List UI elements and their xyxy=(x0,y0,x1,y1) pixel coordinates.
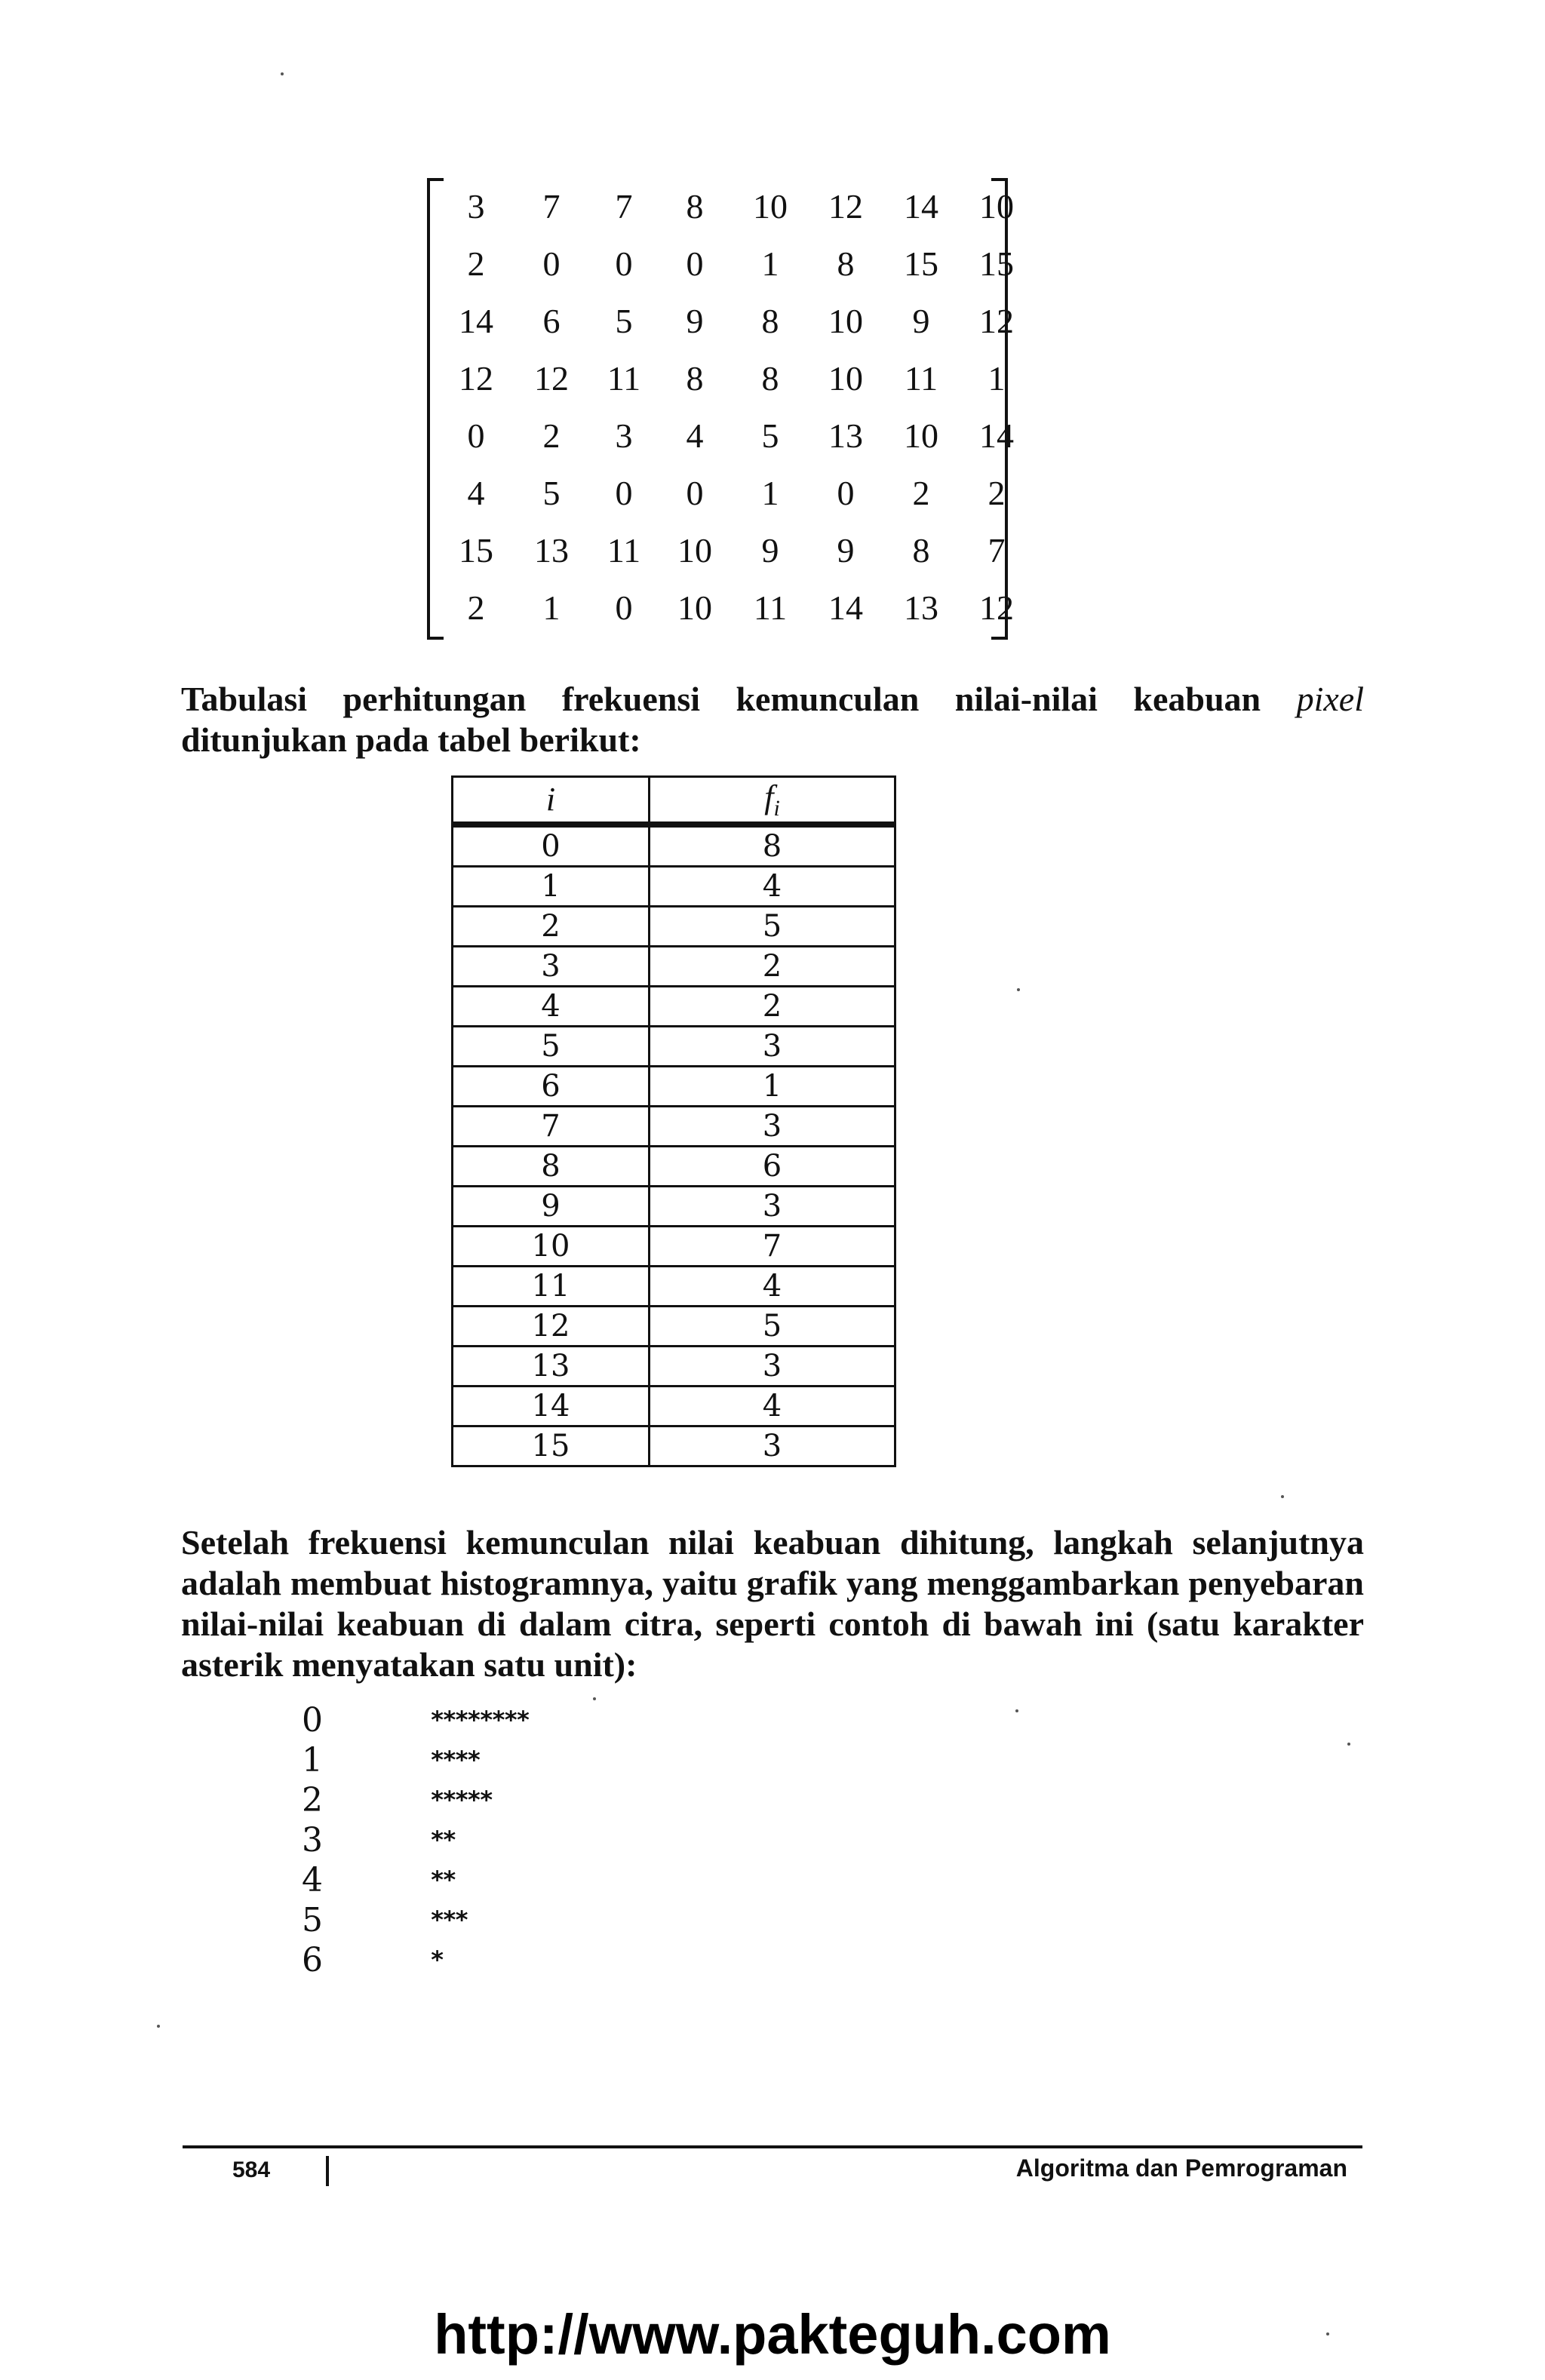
cell-frequency: 2 xyxy=(650,946,895,986)
matrix-cell: 10 xyxy=(753,187,788,226)
matrix-cell: 15 xyxy=(904,244,938,283)
matrix-cell: 13 xyxy=(534,531,569,570)
matrix-cell: 8 xyxy=(686,187,704,226)
cell-gray-level: 3 xyxy=(453,946,650,986)
table-header-row xyxy=(453,777,895,825)
book-title: Algoritma dan Pemrograman xyxy=(1015,2154,1347,2182)
intro-italic-term: pixel xyxy=(1296,680,1364,718)
histogram-level: 6 xyxy=(302,1941,323,1979)
histogram-level: 5 xyxy=(302,1901,323,1939)
cell-frequency: 4 xyxy=(650,1386,895,1426)
histogram-bar: ***** xyxy=(430,1786,492,1814)
cell-gray-level: 4 xyxy=(453,986,650,1026)
scan-speck xyxy=(593,1697,596,1700)
matrix-cell: 11 xyxy=(607,531,641,570)
matrix-cell: 14 xyxy=(459,302,493,340)
footer-rule xyxy=(183,2145,1362,2148)
table-row xyxy=(453,1066,895,1106)
table-row xyxy=(453,825,895,867)
matrix-cell: 12 xyxy=(979,588,1014,627)
matrix-cell: 8 xyxy=(761,359,779,398)
table-row xyxy=(453,1026,895,1066)
histogram-bar: **** xyxy=(430,1746,480,1774)
cell-gray-level: 10 xyxy=(453,1226,650,1266)
matrix-cell: 10 xyxy=(828,359,863,398)
cell-gray-level: 13 xyxy=(453,1346,650,1386)
table-row xyxy=(453,1146,895,1186)
cell-gray-level: 14 xyxy=(453,1386,650,1426)
table-body xyxy=(453,825,895,1466)
matrix-cell: 15 xyxy=(459,531,493,570)
cell-gray-level: 11 xyxy=(453,1266,650,1306)
matrix-cell: 7 xyxy=(542,187,561,226)
intro-text: Tabulasi perhitungan frekuensi kemunculan nilai-nilai keabuan xyxy=(181,680,1297,718)
matrix-cell: 1 xyxy=(761,244,779,283)
matrix-cell: 8 xyxy=(686,359,704,398)
cell-gray-level: 1 xyxy=(453,866,650,906)
matrix-cell: 13 xyxy=(828,416,863,455)
table-row xyxy=(453,1106,895,1146)
gray-level-matrix xyxy=(427,178,1014,640)
matrix-cell: 10 xyxy=(677,531,712,570)
matrix-cell: 11 xyxy=(753,588,788,627)
scan-speck xyxy=(1017,988,1020,991)
matrix-cell: 8 xyxy=(761,302,779,340)
header-fi-subscript: i xyxy=(773,795,780,821)
histogram-intro-paragraph xyxy=(181,1522,1364,1685)
cell-gray-level: 2 xyxy=(453,906,650,946)
table-row xyxy=(453,986,895,1026)
scan-speck xyxy=(281,72,284,75)
histogram-level: 0 xyxy=(302,1701,323,1740)
intro-line-2: ditunjukan pada tabel berikut: xyxy=(181,720,641,759)
table-row xyxy=(453,946,895,986)
matrix-left-bracket xyxy=(427,178,444,640)
matrix-cell: 8 xyxy=(912,531,930,570)
histogram-level: 2 xyxy=(302,1781,323,1820)
matrix-cell: 10 xyxy=(904,416,938,455)
hist-intro-line-2: adalah membuat histogramnya, yaitu grafik yang menggambarkan penyebaran xyxy=(181,1564,1364,1602)
scan-speck xyxy=(1015,1709,1018,1712)
matrix-cell: 7 xyxy=(988,531,1006,570)
intro-line-1 xyxy=(181,679,1364,720)
matrix-cell: 15 xyxy=(979,244,1014,283)
matrix-cell: 9 xyxy=(686,302,704,340)
matrix-cell: 0 xyxy=(686,244,704,283)
matrix-cell: 5 xyxy=(542,474,561,512)
hist-intro-line-4: asterik menyatakan satu unit): xyxy=(181,1645,637,1684)
cell-gray-level: 12 xyxy=(453,1306,650,1346)
table-row xyxy=(453,1426,895,1466)
matrix-cell: 0 xyxy=(686,474,704,512)
table-row xyxy=(453,906,895,946)
matrix-cell: 1 xyxy=(542,588,561,627)
cell-frequency: 4 xyxy=(650,1266,895,1306)
matrix-cell: 3 xyxy=(615,416,633,455)
histogram-level: 1 xyxy=(302,1741,323,1780)
matrix-cell: 1 xyxy=(988,359,1006,398)
matrix-cell: 10 xyxy=(828,302,863,340)
matrix-cell: 2 xyxy=(988,474,1006,512)
cell-gray-level: 7 xyxy=(453,1106,650,1146)
matrix-cell: 0 xyxy=(615,244,633,283)
matrix-cell: 4 xyxy=(467,474,485,512)
matrix-cell: 1 xyxy=(761,474,779,512)
header-fi-base: f xyxy=(764,778,774,815)
cell-gray-level: 15 xyxy=(453,1426,650,1466)
table-row xyxy=(453,1306,895,1346)
matrix-cell: 0 xyxy=(837,474,855,512)
matrix-cell: 10 xyxy=(979,187,1014,226)
matrix-cell: 3 xyxy=(467,187,485,226)
cell-frequency: 6 xyxy=(650,1146,895,1186)
matrix-cell: 11 xyxy=(904,359,938,398)
header-i: i xyxy=(453,777,650,825)
scan-speck xyxy=(1347,1743,1350,1746)
matrix-cell: 14 xyxy=(828,588,863,627)
page-number: 584 xyxy=(232,2157,271,2182)
histogram-bar: ** xyxy=(430,1826,455,1854)
cell-frequency: 3 xyxy=(650,1106,895,1146)
matrix-cell: 2 xyxy=(912,474,930,512)
scan-speck xyxy=(157,2025,160,2028)
matrix-cell: 0 xyxy=(615,474,633,512)
matrix-cell: 2 xyxy=(467,244,485,283)
table-intro-paragraph xyxy=(181,679,1364,760)
matrix-cell: 14 xyxy=(904,187,938,226)
histogram-level: 3 xyxy=(302,1821,323,1859)
matrix-cell: 5 xyxy=(761,416,779,455)
histogram-level: 4 xyxy=(302,1861,323,1899)
histogram-bar: ** xyxy=(430,1866,455,1894)
matrix-cell: 9 xyxy=(912,302,930,340)
cell-gray-level: 0 xyxy=(453,825,650,867)
frequency-table xyxy=(451,775,896,1467)
histogram-bar: * xyxy=(430,1945,443,1974)
matrix-cell: 13 xyxy=(904,588,938,627)
table-row xyxy=(453,1186,895,1226)
cell-frequency: 3 xyxy=(650,1026,895,1066)
histogram-bar: *** xyxy=(430,1906,467,1934)
cell-frequency: 5 xyxy=(650,906,895,946)
scan-speck xyxy=(1281,1495,1284,1498)
cell-gray-level: 6 xyxy=(453,1066,650,1106)
matrix-cell: 14 xyxy=(979,416,1014,455)
matrix-cell: 0 xyxy=(542,244,561,283)
table-row xyxy=(453,1346,895,1386)
matrix-cell: 0 xyxy=(467,416,485,455)
cell-frequency: 3 xyxy=(650,1346,895,1386)
cell-frequency: 8 xyxy=(650,825,895,867)
matrix-cell: 2 xyxy=(542,416,561,455)
matrix-cell: 8 xyxy=(837,244,855,283)
matrix-cell: 7 xyxy=(615,187,633,226)
matrix-cell: 12 xyxy=(534,359,569,398)
hist-intro-line-1: Setelah frekuensi kemunculan nilai keabuan dihitung, langkah selanjutnya xyxy=(181,1523,1364,1562)
cell-frequency: 1 xyxy=(650,1066,895,1106)
cell-gray-level: 9 xyxy=(453,1186,650,1226)
matrix-cell: 6 xyxy=(542,302,561,340)
cell-frequency: 4 xyxy=(650,866,895,906)
footer-divider xyxy=(326,2156,329,2186)
matrix-cell: 11 xyxy=(607,359,641,398)
matrix-cell: 4 xyxy=(686,416,704,455)
header-fi xyxy=(650,777,895,825)
matrix-cell: 2 xyxy=(467,588,485,627)
histogram-bar: ******** xyxy=(430,1706,529,1734)
matrix-cell: 5 xyxy=(615,302,633,340)
cell-frequency: 7 xyxy=(650,1226,895,1266)
cell-frequency: 5 xyxy=(650,1306,895,1346)
table-row xyxy=(453,1226,895,1266)
scan-speck xyxy=(1326,2332,1329,2335)
cell-gray-level: 8 xyxy=(453,1146,650,1186)
cell-frequency: 2 xyxy=(650,986,895,1026)
matrix-cell: 12 xyxy=(459,359,493,398)
hist-intro-line-3: nilai-nilai keabuan di dalam citra, seperti contoh di bawah ini (satu karakter xyxy=(181,1605,1364,1643)
watermark-url: http://www.pakteguh.com xyxy=(434,2303,1111,2366)
table-row xyxy=(453,1266,895,1306)
matrix-cell: 9 xyxy=(761,531,779,570)
matrix-cell: 0 xyxy=(615,588,633,627)
header-fi-label xyxy=(764,778,780,821)
table-row xyxy=(453,866,895,906)
matrix-cell: 9 xyxy=(837,531,855,570)
table-row xyxy=(453,1386,895,1426)
matrix-cell: 12 xyxy=(828,187,863,226)
cell-frequency: 3 xyxy=(650,1186,895,1226)
cell-gray-level: 5 xyxy=(453,1026,650,1066)
matrix-cell: 12 xyxy=(979,302,1014,340)
cell-frequency: 3 xyxy=(650,1426,895,1466)
matrix-cell: 10 xyxy=(677,588,712,627)
